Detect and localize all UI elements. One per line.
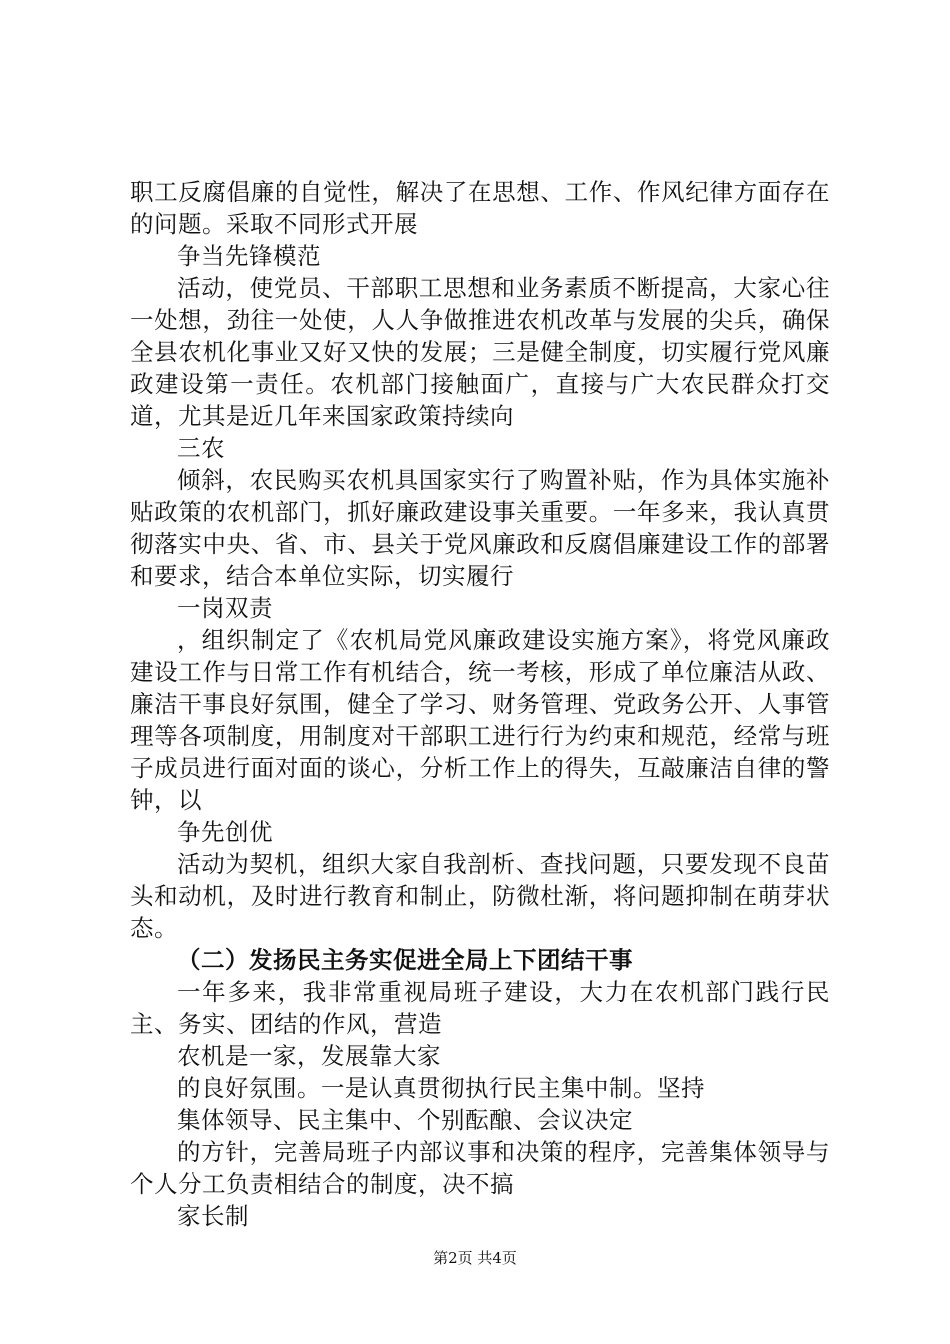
- page-number: 第2页 共4页: [433, 1249, 517, 1267]
- paragraph: 倾斜，农民购买农机具国家实行了购置补贴，作为具体实施补贴政策的农机部门，抓好廉政建设事关重要。一年多来，我认真贯彻落实中央、省、市、县关于党风廉政和反腐倡廉建设工作的部署和要求，结合本单位实际，切实履行: [130, 466, 830, 590]
- paragraph: 活动，使党员、干部职工思想和业务素质不断提高，大家心往一处想，劲往一处使，人人争做推进农机改革与发展的尖兵，确保全县农机化事业又好又快的发展；三是健全制度，切实履行党风廉政建设第一责任。农机部门接触面广，直接与广大农民群众打交道，尤其是近几年来国家政策持续向: [130, 274, 830, 430]
- paragraph: 集体领导、民主集中、个别酝酿、会议决定: [177, 1106, 633, 1134]
- section-heading: （二）发扬民主务实促进全局上下团结干事: [177, 946, 633, 974]
- paragraph: 的方针，完善局班子内部议事和决策的程序，完善集体领导与个人分工负责相结合的制度，决不搞: [130, 1138, 830, 1198]
- paragraph: 农机是一家，发展靠大家: [177, 1042, 441, 1070]
- paragraph: 家长制: [177, 1202, 249, 1230]
- document-body: [130, 176, 830, 1232]
- paragraph: 一年多来，我非常重视局班子建设，大力在农机部门践行民主、务实、团结的作风，营造: [130, 978, 830, 1038]
- paragraph: ，组织制定了《农机局党风廉政建设实施方案》，将党风廉政建设工作与日常工作有机结合，统一考核，形成了单位廉洁从政、廉洁干事良好氛围，健全了学习、财务管理、党政务公开、人事管理等各项制度，用制度对干部职工进行行为约束和规范，经常与班子成员进行面对面的谈心，分析工作上的得失，互敲廉洁自律的警钟，以: [130, 626, 830, 814]
- paragraph: 三农: [177, 434, 225, 462]
- paragraph: 活动为契机，组织大家自我剖析、查找问题，只要发现不良苗头和动机，及时进行教育和制止，防微杜渐，将问题抑制在萌芽状态。: [130, 850, 830, 942]
- paragraph: 的良好氛围。一是认真贯彻执行民主集中制。坚持: [177, 1074, 705, 1102]
- paragraph: 争当先锋模范: [177, 242, 321, 270]
- paragraph: 一岗双责: [177, 594, 273, 622]
- paragraph: 争先创优: [177, 818, 273, 846]
- paragraph: 职工反腐倡廉的自觉性，解决了在思想、工作、作风纪律方面存在的问题。采取不同形式开展: [130, 178, 830, 238]
